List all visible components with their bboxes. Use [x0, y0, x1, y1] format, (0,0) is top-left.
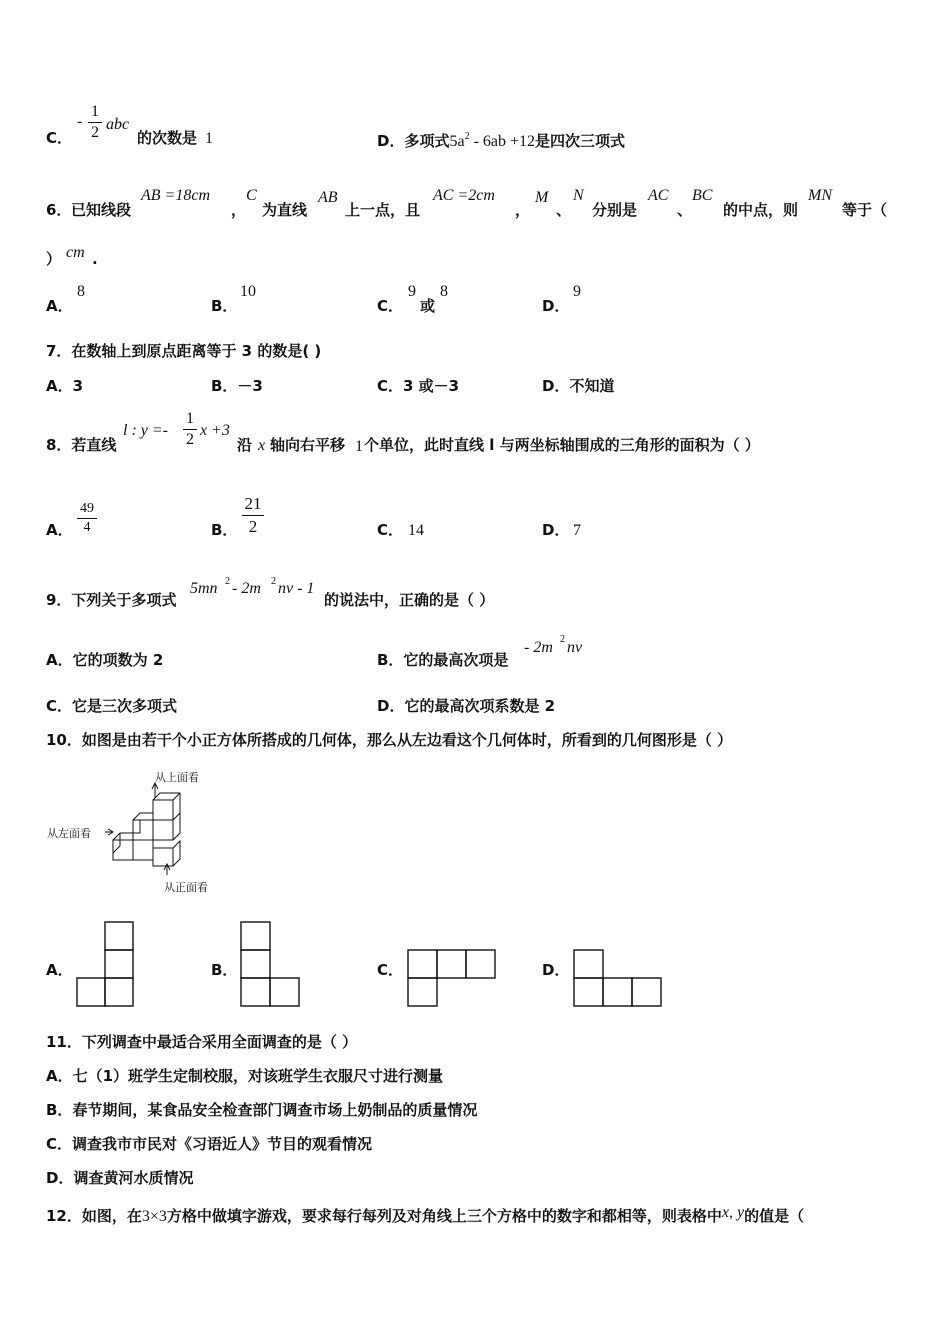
q5-option-c-text: 的次数是: [137, 129, 198, 147]
q9-option-b-text: B．它的最高次项是: [377, 651, 509, 669]
q8-fraction: [183, 410, 197, 449]
q6-line2-b: .: [92, 250, 98, 268]
q10-option-a-figure: [76, 920, 138, 1010]
q6-option-b-value: 10: [240, 283, 256, 300]
q8-option-c-label: C．: [377, 521, 404, 539]
q6-option-a-value: 8: [77, 283, 85, 300]
q6-option-d-value: 9: [573, 283, 581, 300]
q9-option-c: C．它是三次多项式: [46, 697, 178, 715]
q5-option-d-text1: 多项式: [404, 132, 450, 150]
q8-option-d-value: 7: [573, 522, 581, 539]
q6-t7: 分别是: [592, 201, 638, 219]
q9-option-a: A．它的项数为 2: [46, 651, 164, 669]
q11-option-c: C．调查我市市民对《习语近人》节目的观看情况: [46, 1135, 373, 1153]
q8-option-a-label: A．: [46, 521, 73, 539]
fraction-denominator: 4: [83, 520, 91, 535]
fraction-denominator: 2: [248, 517, 258, 536]
q6-option-c-label: C．: [377, 297, 404, 315]
q6-m5: M: [535, 189, 549, 206]
q6-t5: ，: [515, 201, 531, 219]
q10-option-b-figure: [240, 920, 304, 1010]
q6-m8: BC: [692, 187, 713, 204]
q10-option-a-label: A．: [46, 961, 73, 979]
q5-option-c-label: C．: [46, 129, 73, 147]
q8-option-b-label: B．: [211, 521, 238, 539]
q9-m3: nv - 1: [278, 580, 315, 597]
q8-option-b-fraction: [242, 494, 264, 537]
q7-option-a: A．3: [46, 377, 84, 395]
q8-num: 8．若直线: [46, 436, 117, 454]
q8-m-post: x +3: [200, 422, 230, 439]
q6-option-c-value: 9: [408, 283, 416, 300]
q6-option-b-label: B．: [211, 297, 238, 315]
q8-m2: 1: [355, 438, 363, 455]
q10-fig-left-label: 从左面看: [47, 827, 91, 840]
q6-t1: 已知线段: [71, 201, 132, 219]
q11-option-b: B．春节期间，某食品安全检查部门调查市场上奶制品的质量情况: [46, 1101, 478, 1119]
q12-m2: x, y: [721, 1204, 745, 1221]
q6-t4: 上一点，且: [345, 201, 421, 219]
q11-option-d: D．调查黄河水质情况: [46, 1169, 194, 1187]
q8-t2: 轴向右平移: [270, 436, 346, 454]
q7-option-b: B．－3: [211, 377, 263, 395]
fraction-numerator: 1: [91, 103, 99, 120]
q5-option-d-label: D．: [377, 132, 405, 150]
q6-t6: 、: [556, 201, 572, 219]
q9-s1: 2: [225, 576, 230, 587]
q10-option-d-label: D．: [542, 961, 570, 979]
q8-m1: x: [258, 437, 266, 454]
q10-stem: 10．如图是由若干个小正方体所搭成的几何体，那么从左边看这个几何体时，所看到的几何图形是（ ）: [46, 731, 733, 749]
q6-t3: 为直线: [262, 201, 308, 219]
q7-option-c: C．3 或－3: [377, 377, 460, 395]
q6-m3: AB: [318, 189, 338, 206]
q10-fig-front-label: 从正面看: [164, 881, 208, 894]
q12-line: [46, 1203, 804, 1227]
q11-stem: 11．下列调查中最适合采用全面调查的是（ ）: [46, 1033, 358, 1051]
q5-option-c-abc: abc: [106, 116, 130, 133]
q8-option-c-value: 14: [408, 522, 424, 539]
q6-m2: C: [246, 187, 257, 204]
q9-num: 9．下列关于多项式: [46, 591, 177, 609]
fraction-numerator: 49: [80, 501, 94, 516]
q8-t1: 沿: [237, 436, 253, 454]
q5-option-c-fraction: [88, 103, 102, 142]
q10-option-c-figure: [406, 948, 500, 1010]
q6-m6: N: [573, 187, 584, 204]
q8-m-pre: l : y =-: [123, 422, 168, 439]
q6-t2: ，: [231, 201, 247, 219]
fraction-numerator: 1: [186, 410, 194, 427]
q7-option-d: D．不知道: [542, 377, 615, 395]
q9-option-b-m: - 2m: [524, 639, 553, 656]
q12-t1: 12．如图，在: [46, 1207, 142, 1225]
q5-option-d-sup: 2: [464, 131, 470, 142]
q5-option-c-value: 1: [205, 130, 213, 147]
q9-s2: 2: [271, 576, 276, 587]
q12-t3: 的值是（: [744, 1207, 805, 1225]
fraction-denominator: 2: [186, 431, 194, 448]
q6-line2-a: ）: [46, 250, 62, 268]
fraction-numerator: 21: [244, 494, 262, 513]
q5-option-d-math: 5a: [449, 133, 465, 150]
q10-option-c-label: C．: [377, 961, 404, 979]
q10-fig-top-label: 从上面看: [155, 771, 199, 784]
q6-t9: 的中点，则: [723, 201, 799, 219]
q6-line2-m: cm: [66, 244, 85, 261]
q9-option-b-sup: 2: [560, 634, 565, 645]
q6-option-d-label: D．: [542, 297, 570, 315]
q6-num: 6．: [46, 201, 72, 219]
q5-option-d: [377, 127, 625, 152]
q6-option-c-value2: 8: [440, 283, 448, 300]
q10-option-b-label: B．: [211, 961, 238, 979]
q5-option-d-text2: 是四次三项式: [535, 132, 626, 150]
q6-m9: MN: [808, 187, 832, 204]
q6-m7: AC: [648, 187, 669, 204]
q12-t2: 方格中做填字游戏，要求每行每列及对角线上三个方格中的数字和都相等，则表格中: [166, 1207, 722, 1225]
q9-option-b-m2: nv: [567, 639, 583, 656]
q6-m1: AB =18cm: [141, 187, 210, 204]
q11-option-a: A．七（1）班学生定制校服，对该班学生衣服尺寸进行测量: [46, 1067, 444, 1085]
q7-stem: 7．在数轴上到原点距离等于 3 的数是( ): [46, 342, 322, 360]
q12-m1: 3×3: [141, 1208, 167, 1225]
fraction-denominator: 2: [91, 124, 99, 141]
q6-t10: 等于（: [842, 201, 888, 219]
q10-cube-figure: [95, 780, 195, 880]
q9-m1: 5mn: [190, 580, 218, 597]
q8-option-d-label: D．: [542, 521, 570, 539]
q10-option-d-figure: [572, 948, 666, 1010]
q9-t1: 的说法中，正确的是（ ）: [324, 591, 495, 609]
q6-option-a-label: A．: [46, 297, 73, 315]
q6-m4: AC =2cm: [433, 187, 495, 204]
q6-t8: 、: [677, 201, 693, 219]
q5-option-d-math2: - 6ab +12: [473, 133, 536, 150]
q5-option-c-minus: -: [77, 113, 83, 130]
q9-option-d: D．它的最高次项系数是 2: [377, 697, 556, 715]
q9-m2: - 2m: [232, 580, 261, 597]
q8-option-a-fraction: [77, 501, 97, 536]
q6-option-c-mid: 或: [420, 297, 436, 315]
q8-t3: 个单位，此时直线 l 与两坐标轴围成的三角形的面积为（ ）: [364, 436, 760, 454]
